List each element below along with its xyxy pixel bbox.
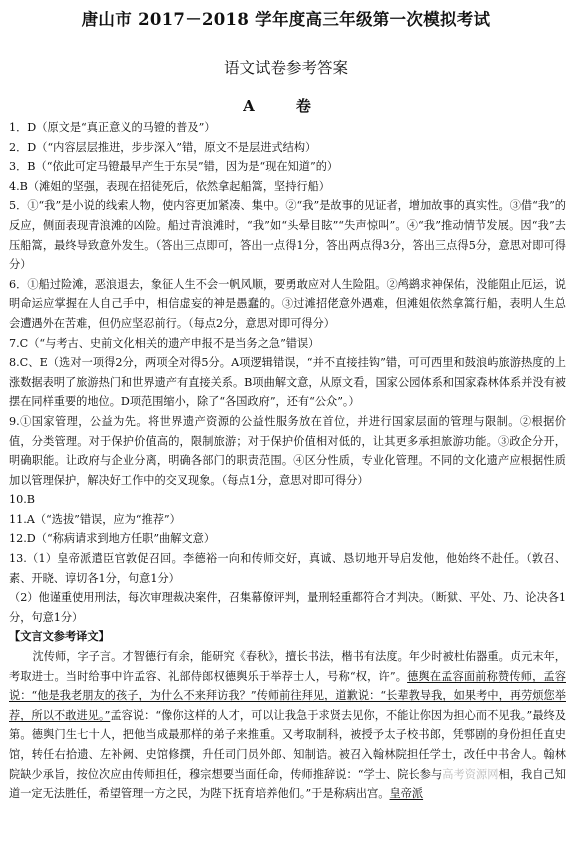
- answer-list: [9, 118, 566, 804]
- answer-item: 8.C、E（选对一项得2分，两项全对得5分。A项逻辑错误，“并不直接挂钩”错，可可西里和鼓浪屿旅游热度的上涨数据表明了旅游热门和世界遗产有直接关系。B项曲解文意，从原文看，国家公园体系和国家森林体系并没有被摆在同样重要的地位。D项范围缩小，除了“各国政府”，还有“公众”。）: [9, 356, 566, 409]
- answer-item: 7.C（“与考古、史前文化相关的遗产申报不是当务之急”错误）: [9, 336, 320, 350]
- answer-item: 9.①国家管理，公益为先。将世界遗产资源的公益性服务放在首位，并进行国家层面的管理与限制。②根据价值，分类管理。对于保护价值高的，限制旅游；对于保护价值相对低的，让其更多承担旅游功能。③政企分开，明确职能。让政府与企业分离，明确各部门的职责范围。④区分性质，专业化管理。不同的文化遗产应根据性质加以管理保护，解决好工作中的交叉现象。（每点1分，意思对即可得分）: [9, 414, 566, 487]
- answer-item: 13.（1）皇帝派遣臣官敦促召回。李德裕一向和传师交好，真诚、恳切地开导启发他，他始终不赴任。（敦召、素、开晓、谆切各1分，句意1分）: [9, 552, 566, 585]
- answer-item: 1．D（原文是“真正意义的马镫的普及”）: [9, 121, 216, 134]
- answer-item: 2．D（“内容层层推进，步步深入”错，原文不是层进式结构）: [9, 140, 317, 154]
- watermark: 高考资源网: [442, 767, 499, 781]
- answer-item: 11.A（“选拔”错误，应为“推荐”）: [9, 512, 181, 526]
- answer-item: 10.B: [9, 493, 36, 507]
- section-label: A 卷: [243, 97, 329, 115]
- translation-text: 沈传师，字子言。才智德行有余，能研究《春秋》，擅长书法，楷书有法度。年少时被杜佑器重。贞元末年，考取进士。当时给事中许孟容、礼部侍郎权德舆乐于举荐士人，号称“权，许”。: [9, 650, 566, 683]
- translation-paragraph: [9, 647, 566, 804]
- answer-item: （2）他谨重使用刑法，每次审理裁决案件，召集幕僚评判，量刑轻重都符合才判决。（断狱、平处、乃、论决各1分，句意1分）: [9, 591, 566, 624]
- answer-item: 6．①船过险滩，恶浪退去，象征人生不会一帆风顺，要勇敢应对人生险阻。②鸬鹚求神保佑，没能阻止厄运，说明命运应掌握在人自己手中，相信虚妄的神是愚蠢的。③过滩招佬意外遇难，但滩姐依然拿篙行船，表明人生总会遭遇外在苦难，但仍应坚忍前行。（每点2分，意思对即可得分）: [9, 277, 566, 330]
- translation-text: 相，我自己知道一定无法胜任，希望管理一方之民，为陛下抚育培养他们。”于是称病出宫。: [9, 767, 566, 801]
- underlined-passage: 德舆在孟容面前称赞传师，孟容说：“他是我老朋友的孩子，为什么不来拜访我？”传师前往拜见，道歉说：“长辈教导我，如果考中，再劳烦您举荐，所以不敢进见。”: [9, 669, 566, 722]
- answer-item: 5．①“我”是小说的线索人物，使内容更加紧凑、集中。②“我”是故事的见证者，增加故事的真实性。③借“我”的反应，侧面表现青浪滩的凶险。船过青浪滩时，“我”如“头晕目眩”“失声惊叫”。④“我”推动情节发展。因“我”去压船篙，最终导致意外发生。（答出三点即可，答出一点得1分，答出两点得3分，答出三点得5分，意思对即可得分）: [9, 199, 566, 272]
- underlined-passage: 皇帝派: [389, 787, 424, 801]
- exam-title: 唐山市 2017－2018 学年度高三年级第一次模拟考试: [81, 10, 491, 29]
- translation-text: 孟容说：“像你这样的人才，可以让我急于求贤去见你，不能让你因为担心而不见我。”最终及第。德舆门生七十人，把他当成最那样的弟子来推重。又考取制科，被授予太子校书郎，凭鄠剧的身份担任直史馆，转任右拾遗、左补阙、史馆修撰，升任司门员外郎、知制诰。被召入翰林院担任学士，改任中书舍人。翰林院缺少承旨，按位次应由传师担任，穆宗想要当面任命，传师推辞说：“学士、院长参与: [9, 708, 566, 781]
- exam-subtitle: 语文试卷参考答案: [223, 59, 348, 77]
- translation-heading: 【文言文参考译文】: [9, 629, 110, 644]
- answer-item: 4.B（滩姐的坚强，表现在招徒死后，依然拿起船篙，坚持行船）: [9, 179, 330, 193]
- answer-item: 3．B（“依此可定马镫最早产生于东吴”错，因为是“现在知道”的）: [9, 160, 339, 174]
- answer-item: 12.D（“称病请求到地方任职”曲解文意）: [9, 532, 216, 546]
